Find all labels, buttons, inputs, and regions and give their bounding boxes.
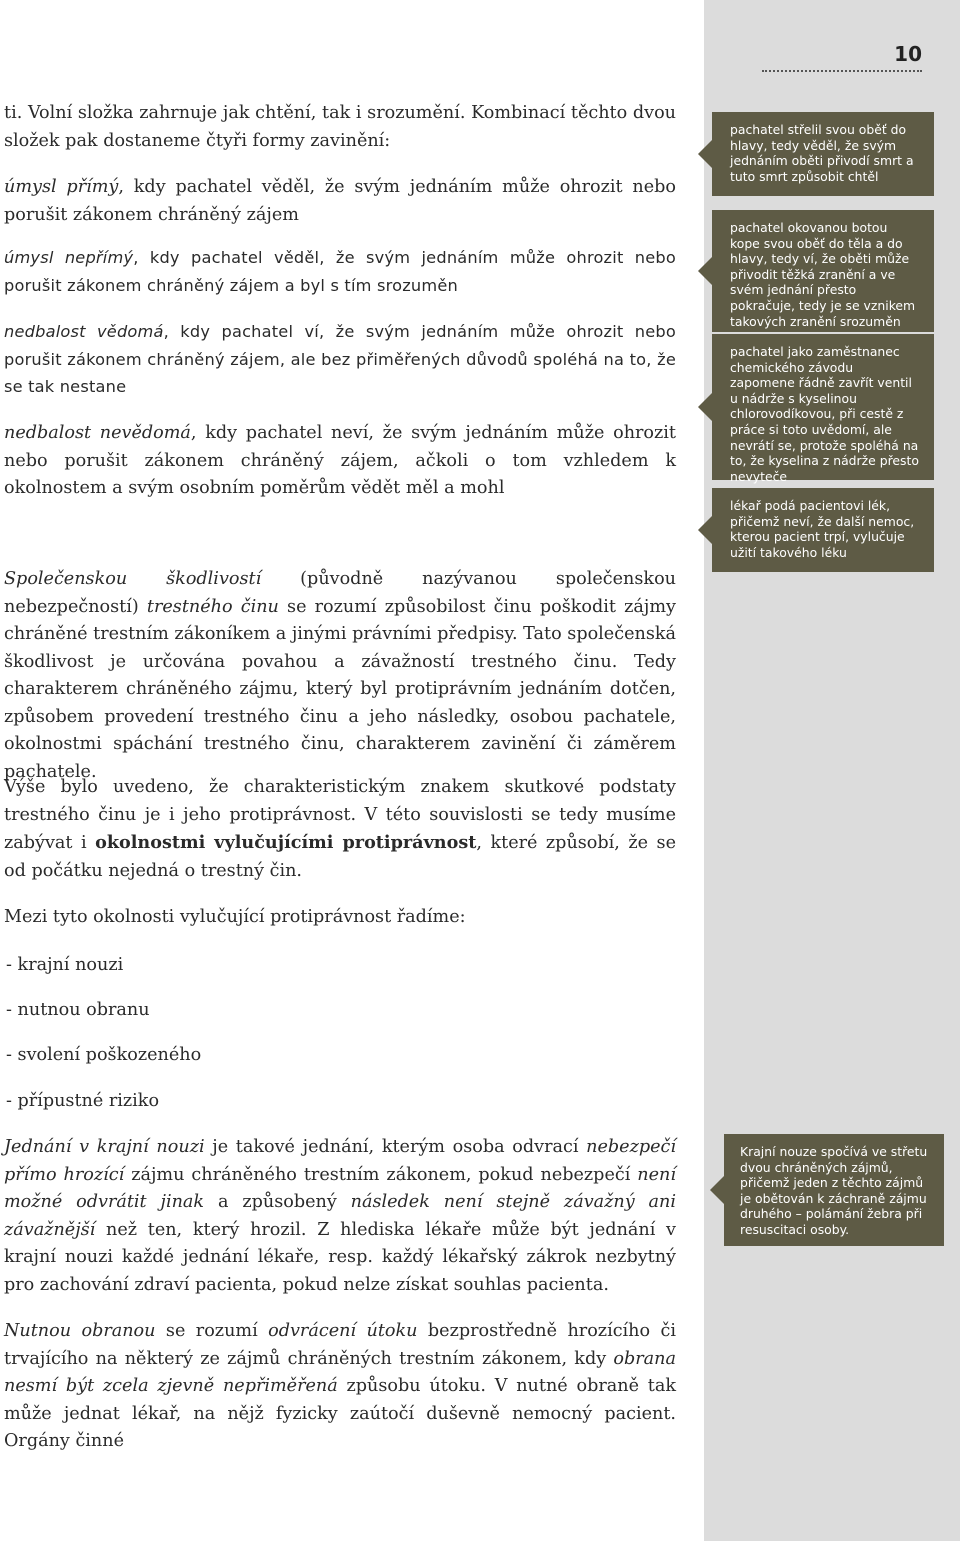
term: Společenskou škodlivostí bbox=[4, 569, 262, 589]
paragraph-protipravnost bbox=[4, 774, 676, 885]
term: není možné odvrátit jinak bbox=[4, 1164, 676, 1212]
text: a způsobený bbox=[204, 1192, 351, 1212]
text: , kdy pachatel věděl, že svým jednáním může ohrozit nebo porušit zákonem chráněný zájem bbox=[4, 177, 677, 225]
margin-note-2: pachatel okovanou botou kope svou oběť do těla a do hlavy, tedy ví, že oběti může přivodit těžká zranění a ve svém jednání přesto pokračuje, tedy je se vznikem takových zranění srozuměn bbox=[712, 210, 934, 332]
term: odvrácení útoku bbox=[268, 1321, 418, 1341]
text: se rozumí bbox=[155, 1321, 269, 1341]
paragraph-nedbalost-vedoma bbox=[4, 318, 676, 401]
text: zájmu chráněného trestním zákonem, pokud nebezpečí bbox=[124, 1164, 638, 1185]
text: než ten, který hrozil. Z hlediska lékaře může být jednání v krajní nouzi každé jednání lékaře, resp. každý lékařský zákrok nezbytný pro zachování zdraví pacienta, pokud nelze získat souhlas pacienta. bbox=[4, 1219, 676, 1295]
term: úmysl přímý bbox=[4, 177, 119, 197]
paragraph-nutna-obrana bbox=[4, 1318, 676, 1456]
margin-note-4: lékař podá pacientovi lék, přičemž neví, že další nemoc, kterou pacient trpí, vylučuje užití takového léku bbox=[712, 488, 934, 572]
list-item: - krajní nouzi bbox=[6, 955, 124, 975]
text: , kdy pachatel neví, že svým jednáním může ohrozit nebo porušit zákonem chráněný zájem, ačkoli o tom vzhledem k okolnostem a svým osobním poměrům vědět měl a mohl bbox=[4, 423, 676, 498]
term: Nutnou obranou bbox=[4, 1321, 156, 1341]
text: , kdy pachatel ví, že svým jednáním může ohrozit nebo porušit zákonem chráněný zájem, ale bez přiměřených důvodů spoléhá na to, že se tak nestane bbox=[4, 322, 676, 396]
text: se rozumí způsobilost činu poškodit zájmy chráněné trestním zákoníkem a jinými právními předpisy. Tato společenská škodlivost je určována povahou a závažností trestného činu. Tedy charakterem chráněného zájmu, který byl protiprávním jednáním dotčen, způsobem provedení trestného činu a jeho následky, osobou pachatele, okolnostmi spáchání trestného činu, charakterem zavinění či záměrem pachatele. bbox=[4, 596, 676, 782]
text: je takové jednání, kterým osoba odvrací bbox=[204, 1137, 587, 1157]
list-item: - nutnou obranu bbox=[6, 1000, 150, 1020]
page-number: 10 bbox=[762, 42, 922, 72]
paragraph-umysl-neprimy bbox=[4, 244, 676, 299]
margin-note-5: Krajní nouze spočívá ve střetu dvou chráněných zájmů, přičemž jeden z těchto zájmů je obětován k záchraně zájmu druhého – polámání žebra při resuscitaci osoby. bbox=[724, 1134, 944, 1246]
term: následek není stejně závažný ani závažnější bbox=[4, 1192, 676, 1240]
text: (původně nazývanou společenskou nebezpečností) bbox=[4, 569, 676, 617]
term: nedbalost nevědomá bbox=[4, 423, 191, 443]
paragraph-umysl-primy bbox=[4, 174, 676, 229]
margin-note-3: pachatel jako zaměstnanec chemického závodu zapomene řádně zavřít ventil u nádrže s kyselinou chlorovodíkovou, při cestě z práce si toto uvědomí, ale nevrátí se, protože spoléhá na to, že kyselina z nádrže přesto nevyteče bbox=[712, 334, 934, 480]
paragraph-nedbalost-nevedoma bbox=[4, 420, 676, 503]
text: bezprostředně hrozícího či trvajícího na některý ze zájmů chráněných trestním zákonem, kdy bbox=[4, 1321, 677, 1369]
text: , které způsobí, že se od počátku nejedná o trestný čin. bbox=[4, 833, 676, 881]
margin-note-1: pachatel střelil svou oběť do hlavy, tedy věděl, že svým jednáním oběti přivodí smrt a tuto smrt způsobit chtěl bbox=[712, 112, 934, 196]
term: nebezpečí přímo hrozící bbox=[4, 1137, 676, 1185]
paragraph-krajni-nouze bbox=[4, 1134, 676, 1299]
text: , kdy pachatel věděl, že svým jednáním může ohrozit nebo porušit zákonem chráněný zájem a byl s tím srozuměn bbox=[4, 248, 676, 295]
paragraph-list-intro: Mezi tyto okolnosti vylučující protiprávnost řadíme: bbox=[4, 907, 466, 927]
term: úmysl nepřímý bbox=[4, 248, 134, 267]
text: Výše bylo uvedeno, že charakteristickým znakem skutkové podstaty trestného činu je i jeho protiprávnost. V této souvislosti se tedy musíme zabývat i bbox=[4, 777, 676, 853]
bold-term: okolnostmi vylučujícími protiprávnost bbox=[95, 832, 477, 853]
text: způsobu útoku. V nutné obraně tak může jednat lékař, na nějž fyzicky zaútočí duševně nemocný pacient. Orgány činné bbox=[4, 1376, 676, 1451]
list-item: - přípustné riziko bbox=[6, 1091, 160, 1111]
term: nedbalost vědomá bbox=[4, 322, 164, 341]
paragraph-intro: ti. Volní složka zahrnuje jak chtění, tak i srozumění. Kombinací těchto dvou složek pak dostaneme čtyři formy zavinění: bbox=[4, 103, 676, 151]
term: obrana nesmí být zcela zjevně nepřiměřená bbox=[4, 1348, 676, 1396]
paragraph-skodlivost bbox=[4, 566, 676, 786]
list-item: - svolení poškozeného bbox=[6, 1045, 202, 1065]
term: Jednání v krajní nouzi bbox=[4, 1137, 205, 1157]
term: trestného činu bbox=[146, 596, 279, 617]
